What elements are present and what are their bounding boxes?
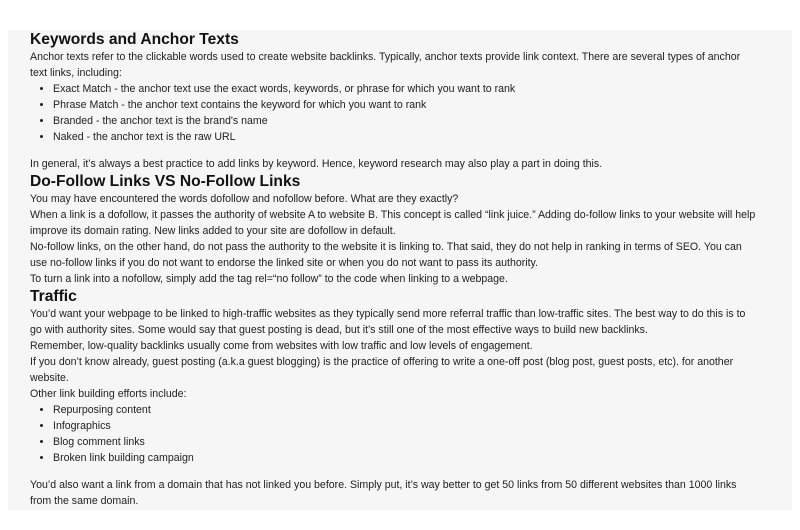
traffic-outro: You’d also want a link from a domain that has not linked you before. Simply put, it’s way better to get 50 links from 50 different websites than 1000 links from the same domain. [30, 479, 737, 507]
traffic-paragraph-1: You’d want your webpage to be linked to high-traffic websites as they typically send more referral traffic than low-traffic sites. The best way to do this is to go with authority sites. Some would say that guest posting is dead, but it’s still one of the most effective ways to build new backlinks. [30, 308, 746, 336]
list-item: • Infographics [53, 418, 760, 434]
list-item: • Naked - the anchor text is the raw URL [53, 129, 760, 145]
section-heading-keywords: Keywords and Anchor Texts [30, 31, 239, 48]
dofollow-paragraph-3: No-follow links, on the other hand, do not pass the authority to the website it is linking to. That said, they do not help in ranking in terms of SEO. You can use no-follow links if you do not want to endorse the linked site or when you do not want to pass its authority. [30, 241, 742, 269]
section-heading-traffic: Traffic [30, 288, 77, 305]
keywords-intro: Anchor texts refer to the clickable words used to create website backlinks. Typically, anchor texts provide link context. There are several types of anchor text links, including: [30, 51, 741, 79]
list-item: • Phrase Match - the anchor text contains the keyword for which you want to rank [53, 97, 760, 113]
list-item: • Blog comment links [53, 434, 760, 450]
list-item: • Broken link building campaign [53, 450, 760, 466]
traffic-paragraph-2: Remember, low-quality backlinks usually come from websites with low traffic and low levels of engagement. [30, 340, 533, 352]
section-heading-dofollow: Do-Follow Links VS No-Follow Links [30, 173, 301, 190]
keywords-outro: In general, it’s always a best practice to add links by keyword. Hence, keyword research may also play a part in doing this. [30, 158, 603, 170]
article-content [30, 30, 760, 509]
link-building-efforts-list [30, 402, 760, 466]
traffic-paragraph-4: Other link building efforts include: [30, 388, 187, 400]
list-item: • Branded - the anchor text is the brand's name [53, 113, 760, 129]
dofollow-paragraph-1: You may have encountered the words dofollow and nofollow before. What are they exactly? [30, 193, 459, 205]
list-item: • Exact Match - the anchor text use the exact words, keywords, or phrase for which you want to rank [53, 81, 760, 97]
anchor-types-list [30, 81, 760, 145]
dofollow-paragraph-2: When a link is a dofollow, it passes the authority of website A to website B. This concept is called “link juice.” Adding do-follow links to your website will help improve its domain rating. New links added to your site are dofollow in default. [30, 209, 756, 237]
list-item: • Repurposing content [53, 402, 760, 418]
traffic-paragraph-3: If you don’t know already, guest posting (a.k.a guest blogging) is the practice of offering to write a one-off post (blog post, guest posts, etc). for another website. [30, 356, 734, 384]
dofollow-paragraph-4: To turn a link into a nofollow, simply add the tag rel=“no follow” to the code when linking to a webpage. [30, 273, 508, 285]
